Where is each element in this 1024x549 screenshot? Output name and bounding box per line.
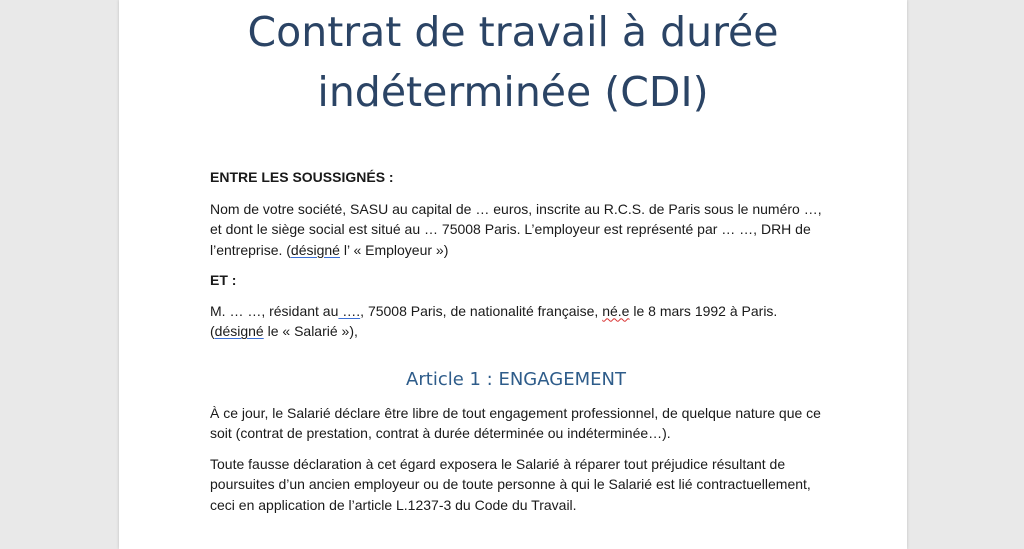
article-1-heading: Article 1 : ENGAGEMENT [406,368,626,390]
grammar-flagged-word[interactable]: désigné [290,241,340,258]
grammar-flagged-word-2[interactable]: désigné [214,323,264,339]
employee-text-end: le « Salarié »), [263,323,358,339]
parties-heading: ENTRE LES SOUSSIGNÉS : [210,169,394,185]
document-title [119,2,907,122]
employer-text-end: l’ « Employeur ») [339,241,449,258]
employee-text-middle-2: le 8 mars 1992 à Paris. ( [210,302,778,339]
grammar-flagged-ellipsis[interactable]: …. [338,302,361,319]
article-1-paragraph-2: Toute fausse déclaration à cet égard exposera le Salarié à réparer tout préjudice résultant de poursuites d’un ancien employeur ou de toute personne à qui le Salarié est lié contractuellement, ceci en application de l’article L.1237-3 du Code du Travail. [210,455,811,513]
employer-text-start: Nom de votre société, SASU au capital de … euros, inscrite au R.C.S. de Paris sous le numéro …, et dont le siège social est situé au … 75008 Paris. L’employeur est représenté par … …, DRH de l’entreprise. ( [210,200,822,258]
employee-text-start: M. … …, résidant au [210,302,339,319]
employee-paragraph [210,301,822,342]
employee-text-middle: , 75008 Paris, de nationalité française, [360,302,603,319]
spelling-flagged-word[interactable]: né.e [602,302,630,319]
article-1-paragraph-1: À ce jour, le Salarié déclare être libre de tout engagement professionnel, de quelque nature que ce soit (contrat de prestation, contrat à durée déterminée ou indéterminée…). [210,404,821,441]
document-title-line-2: indéterminée (CDI) [317,68,709,116]
employer-paragraph [210,199,822,261]
document-title-line-1: Contrat de travail à durée [247,8,779,56]
et-label: ET : [210,272,237,288]
document-body[interactable] [210,167,822,515]
document-page[interactable] [119,0,907,549]
